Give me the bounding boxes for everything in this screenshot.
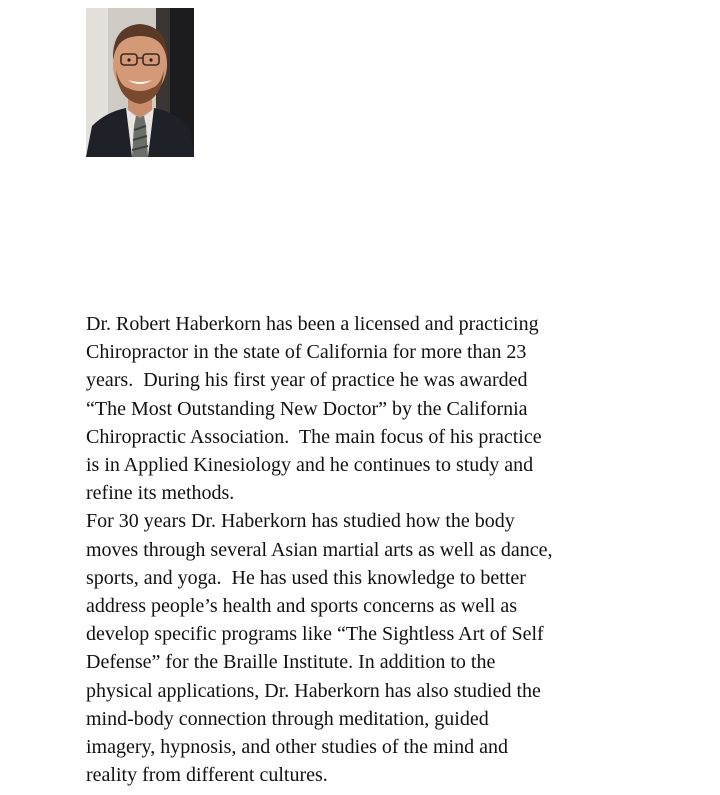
bio-line: develop specific programs like “The Sightless Art of Self xyxy=(86,623,544,646)
bio-line: For 30 years Dr. Haberkorn has studied how the body xyxy=(86,510,515,533)
bio-line: physical applications, Dr. Haberkorn has also studied the xyxy=(86,679,541,702)
bio-line: moves through several Asian martial arts as well as dance, xyxy=(86,538,553,561)
bio-line: years. During his first year of practice he was awarded xyxy=(86,369,528,392)
bio-line: reality from different cultures. xyxy=(86,764,328,787)
bio-line: Chiropractic Association. The main focus of his practice xyxy=(86,425,542,448)
bio-line: mind-body connection through meditation, guided xyxy=(86,707,489,730)
bio-line: “The Most Outstanding New Doctor” by the California xyxy=(86,397,528,420)
bio-line: imagery, hypnosis, and other studies of the mind and xyxy=(86,736,508,759)
bio-line: Defense” for the Braille Institute. In addition to the xyxy=(86,651,496,674)
bio-line: sports, and yoga. He has used this knowledge to better xyxy=(86,566,526,589)
portrait-photo xyxy=(86,8,194,157)
bio-line: is in Applied Kinesiology and he continues to study and xyxy=(86,454,534,477)
bio-line: Chiropractor in the state of California for more than 23 xyxy=(86,341,527,364)
bio-line: address people’s health and sports concerns as well as xyxy=(86,595,517,618)
bio-text xyxy=(86,310,686,789)
bio-line: refine its methods. xyxy=(86,482,235,505)
bio-line: Dr. Robert Haberkorn has been a licensed and practicing xyxy=(86,313,539,335)
